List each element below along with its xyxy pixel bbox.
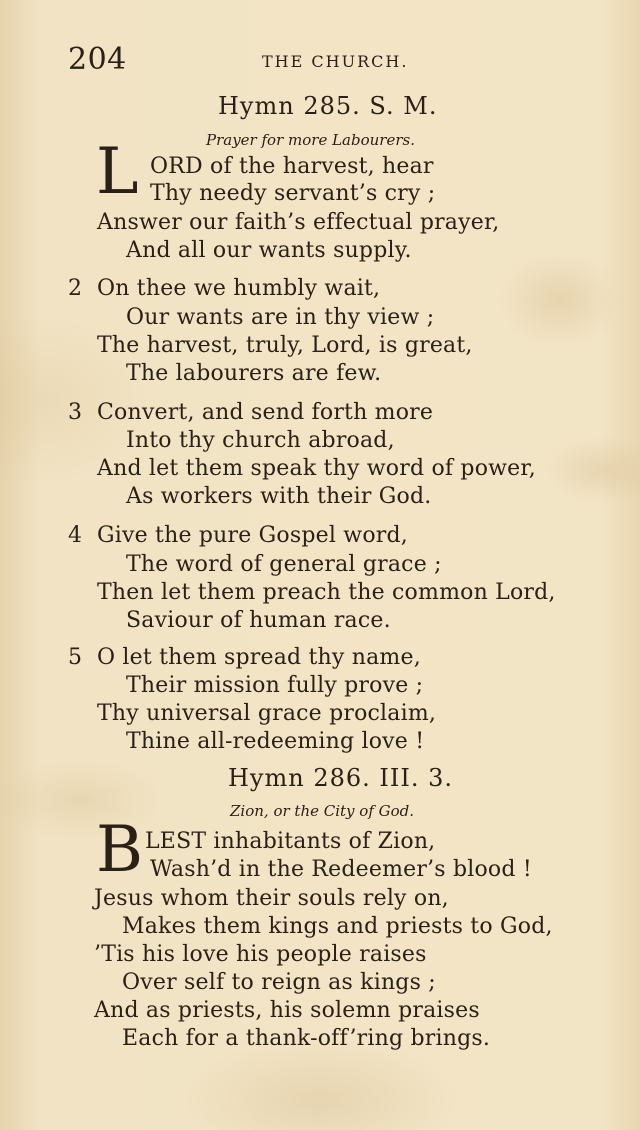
hymn-285-line: Thy needy servant’s cry ; xyxy=(150,181,436,206)
hymn-286-line: Jesus whom their souls rely on, xyxy=(94,886,449,911)
hymn-286-line: ’Tis his love his people raises xyxy=(94,942,427,967)
hymn-286-line: Makes them kings and priests to God, xyxy=(122,914,553,939)
hymn-285-line: ORD of the harvest, hear xyxy=(150,154,434,179)
hymn-286-line: And as priests, his solemn praises xyxy=(94,998,480,1023)
stanza-number: 5 xyxy=(68,645,82,670)
hymn-286-heading: Hymn 286. III. 3. xyxy=(228,764,453,792)
hymn-286-line: Each for a thank-off’ring brings. xyxy=(122,1026,491,1051)
hymn-285-line: Thine all-redeeming love ! xyxy=(126,729,425,754)
hymn-285-line: Then let them preach the common Lord, xyxy=(97,580,556,605)
stanza-number: 2 xyxy=(68,276,82,301)
hymn-286-line: LEST inhabitants of Zion, xyxy=(145,829,436,854)
page-number: 204 xyxy=(68,42,127,77)
hymn-285-line: Answer our faith’s effectual prayer, xyxy=(97,210,500,235)
hymn-285-line: On thee we humbly wait, xyxy=(97,276,381,301)
hymn-286-subtitle: Zion, or the City of God. xyxy=(230,802,415,820)
drop-cap-l: L xyxy=(96,135,139,209)
hymn-285-line: The word of general grace ; xyxy=(126,552,442,577)
hymn-285-line: And let them speak thy word of power, xyxy=(97,456,536,481)
hymn-285-line: O let them spread thy name, xyxy=(97,645,421,670)
hymn-285-line: Convert, and send forth more xyxy=(97,400,434,425)
hymn-285-subtitle: Prayer for more Labourers. xyxy=(206,131,415,149)
hymn-285-line: Thy universal grace proclaim, xyxy=(97,701,437,726)
hymn-285-line: The labourers are few. xyxy=(126,361,382,386)
hymn-285-line: As workers with their God. xyxy=(126,484,432,509)
hymn-285-line: Saviour of human race. xyxy=(126,608,391,633)
hymn-285-line: Give the pure Gospel word, xyxy=(97,523,408,548)
hymn-286-line: Wash’d in the Redeemer’s blood ! xyxy=(150,857,532,882)
hymn-285-line: Our wants are in thy view ; xyxy=(126,305,435,330)
hymn-285-line: Their mission fully prove ; xyxy=(126,673,424,698)
stanza-number: 3 xyxy=(68,400,82,425)
drop-cap-b: B xyxy=(96,813,144,887)
hymn-285-line: And all our wants supply. xyxy=(126,238,412,263)
hymn-285-line: Into thy church abroad, xyxy=(126,428,395,453)
stanza-number: 4 xyxy=(68,523,82,548)
running-title: THE CHURCH. xyxy=(262,52,409,71)
hymn-286-line: Over self to reign as kings ; xyxy=(122,970,436,995)
hymn-285-heading: Hymn 285. S. M. xyxy=(218,92,438,120)
hymn-285-line: The harvest, truly, Lord, is great, xyxy=(97,333,473,358)
